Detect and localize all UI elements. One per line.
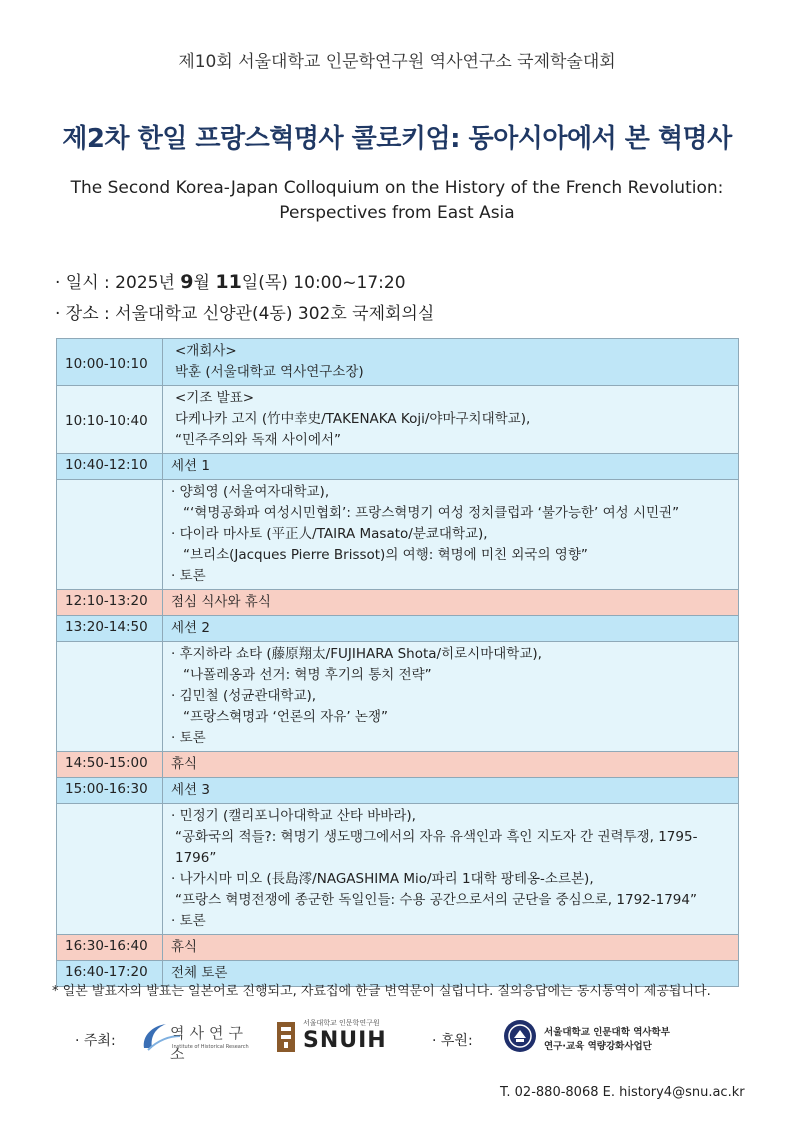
session-label: 전체 토론 (163, 961, 739, 987)
footnote: * 일본 발표자의 발표는 일본어로 진행되고, 자료집에 한글 번역문이 실립니다. 질의응답에는 동시통역이 제공됩니다. (52, 984, 711, 999)
content-line: “프랑스혁명과 ‘언론의 자유’ 논쟁” (183, 709, 388, 725)
content-line: · 토론 (171, 913, 206, 929)
content-line: 다케나카 고지 (竹中幸史/TAKENAKA Koji/야마구치대학교), (175, 411, 531, 427)
content-line: “나폴레옹과 선거: 혁명 후기의 통치 전략” (183, 667, 432, 683)
schedule-row-lunch (57, 590, 739, 616)
schedule-table (56, 338, 739, 987)
schedule-row-break-1 (57, 752, 739, 778)
content-line: · 토론 (171, 568, 206, 584)
content-line: 박훈 (서울대학교 역사연구소장) (175, 364, 364, 380)
english-title (0, 176, 794, 226)
date-mid: 월 (193, 273, 216, 293)
ihr-logo (140, 1018, 260, 1063)
time-cell: 16:30-16:40 (57, 935, 163, 961)
time-cell-empty (57, 642, 163, 752)
content-line: <개회사> (175, 343, 237, 359)
session-label: 세션 3 (163, 778, 739, 804)
snuih-wordmark: SNUIH (303, 1028, 387, 1053)
organizer-line: 제10회 서울대학교 인문학연구원 역사연구소 국제학술대회 (178, 52, 616, 72)
content-line: 1796” (175, 850, 217, 866)
sponsor-line-1: 서울대학교 인문대학 역사학부 (544, 1027, 670, 1038)
content-line: · 민정기 (캘리포니아대학교 산타 바바라), (171, 808, 416, 824)
contact-info: T. 02-880-8068 E. history4@snu.ac.kr (500, 1085, 745, 1100)
schedule-row-session-3 (57, 778, 739, 804)
event-date (55, 268, 406, 293)
time-cell: 14:50-15:00 (57, 752, 163, 778)
content-line: “민주주의와 독재 사이에서” (175, 432, 342, 448)
page-title: 제2차 한일 프랑스혁명사 콜로키엄: 동아시아에서 본 혁명사 (62, 124, 732, 154)
session-label: 세션 2 (163, 616, 739, 642)
session-label: 세션 1 (163, 454, 739, 480)
time-cell: 10:00-10:10 (57, 339, 163, 386)
schedule-row-session-1-content (57, 480, 739, 590)
snuih-logo (275, 1018, 395, 1058)
content-line: · 김민철 (성균관대학교), (171, 688, 317, 704)
date-month: 9 (180, 271, 194, 293)
content-line: · 나가시마 미오 (長島澪/NAGASHIMA Mio/파리 1대학 팡테옹-소르본), (171, 871, 594, 887)
time-cell-empty (57, 804, 163, 935)
time-cell: 12:10-13:20 (57, 590, 163, 616)
event-place: · 장소 : 서울대학교 신양관(4동) 302호 국제회의실 (55, 304, 435, 324)
content-line: · 양희영 (서울여자대학교), (171, 484, 330, 500)
snu-history-logo (500, 1018, 700, 1058)
time-cell: 13:20-14:50 (57, 616, 163, 642)
content-line: · 후지하라 쇼타 (藤原翔太/FUJIHARA Shota/히로시마대학교), (171, 646, 542, 662)
organizer-label: · 주최: (75, 1033, 116, 1049)
time-cell: 16:40-17:20 (57, 961, 163, 987)
content-line: “공화국의 적들?: 혁명기 생도맹그에서의 자유 유색인과 흑인 지도자 간 권력투쟁, 1795- (175, 829, 698, 845)
schedule-row-keynote (57, 386, 739, 454)
content-line: · 다이라 마사토 (平正人/TAIRA Masato/분쿄대학교), (171, 526, 488, 542)
content-cell (163, 386, 739, 454)
ihr-name-en: Institute of Historical Research (172, 1044, 249, 1050)
content-line: “브리소(Jacques Pierre Brissot)의 여행: 혁명에 미친 외국의 영향” (183, 547, 588, 563)
schedule-row-session-2 (57, 616, 739, 642)
snuih-emblem-icon (275, 1020, 297, 1054)
break-label: 휴식 (163, 752, 739, 778)
content-line: “‘혁명공화파 여성시민협회’: 프랑스혁명기 여성 정치클럽과 ‘불가능한’ 여성 시민권” (183, 505, 680, 521)
date-day: 11 (215, 271, 242, 293)
schedule-row-break-2 (57, 935, 739, 961)
sponsor-line-2: 연구·교육 역량강화사업단 (544, 1041, 652, 1052)
time-cell: 10:10-10:40 (57, 386, 163, 454)
snuih-small-text: 서울대학교 인문학연구원 (303, 1019, 380, 1027)
english-title-line-1: The Second Korea-Japan Colloquium on the History of the French Revolution: (70, 178, 724, 198)
hosts-section (0, 1018, 794, 1062)
content-line: · 토론 (171, 730, 206, 746)
english-title-line-2: Perspectives from East Asia (279, 203, 515, 223)
ihr-name: 역사연구소 (170, 1024, 248, 1063)
schedule-row-session-3-content (57, 804, 739, 935)
content-cell (163, 480, 739, 590)
content-cell (163, 804, 739, 935)
time-cell: 10:40-12:10 (57, 454, 163, 480)
date-suffix: 일(목) 10:00~17:20 (241, 273, 406, 293)
content-cell (163, 339, 739, 386)
content-line: “프랑스 혁명전쟁에 종군한 독일인들: 수용 공간으로서의 군단을 중심으로, 1792-1794” (175, 892, 697, 908)
content-line: <기조 발표> (175, 390, 255, 406)
content-cell (163, 642, 739, 752)
schedule-row-session-2-content (57, 642, 739, 752)
date-prefix: · 일시 : 2025년 (55, 273, 181, 293)
snu-seal-icon (502, 1018, 538, 1054)
schedule-row-opening (57, 339, 739, 386)
schedule-row-session-1 (57, 454, 739, 480)
sponsor-label: · 후원: (432, 1033, 473, 1049)
break-label: 점심 식사와 휴식 (163, 590, 739, 616)
time-cell-empty (57, 480, 163, 590)
time-cell: 15:00-16:30 (57, 778, 163, 804)
break-label: 휴식 (163, 935, 739, 961)
